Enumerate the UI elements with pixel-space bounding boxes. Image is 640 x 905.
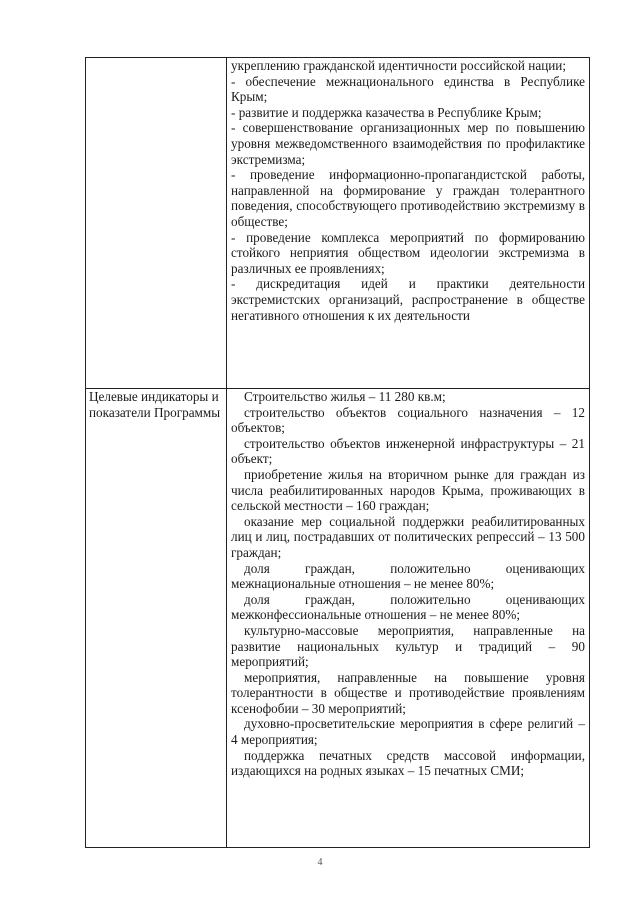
indicator-item: строительство объектов инженерной инфраструктуры – 21 объект;	[231, 435, 585, 467]
indicator-item: доля граждан, положительно оценивающих межконфессиональные отношения – не менее 80%;	[231, 591, 585, 623]
row1-item: - дискредитация идей и практики деятельности экстремистских организаций, распространение в обществе негативного отношения к их деятельности	[231, 276, 585, 323]
row2-heading: Целевые индикаторы и показатели Программы	[89, 389, 221, 420]
row1-right-cell	[231, 58, 585, 323]
row1-item: - проведение комплекса мероприятий по формированию стойкого неприятия обществом идеологии экстремизма в различных ее проявлениях;	[231, 229, 585, 276]
indicator-item: приобретение жилья на вторичном рынке для граждан из числа реабилитированных народов Крыма, проживающих в сельской местности – 160 граждан;	[231, 466, 585, 514]
indicator-item: доля граждан, положительно оценивающих межнациональные отношения – не менее 80%;	[231, 560, 585, 592]
indicator-item: культурно-массовые мероприятия, направленные на развитие национальных культур и традиций – 90 мероприятий;	[231, 622, 585, 670]
row1-item: - развитие и поддержка казачества в Республике Крым;	[231, 104, 542, 120]
row1-item: - проведение информационно-пропагандистской работы, направленной на формирование у граждан толерантного поведения, способствующего противодействию экстремизму в обществе;	[231, 167, 585, 229]
column-divider	[226, 57, 227, 848]
indicator-item: поддержка печатных средств массовой информации, издающихся на родных языках – 15 печатных СМИ;	[231, 747, 585, 779]
row1-item: - совершенствование организационных мер по повышению уровня межведомственного взаимодействия по профилактике экстремизма;	[231, 120, 585, 167]
row2-right-cell	[231, 389, 585, 779]
row1-item: - обеспечение межнационального единства в Республике Крым;	[231, 73, 585, 105]
indicator-item: мероприятия, направленные на повышение уровня толерантности в обществе и противодействие проявлениям ксенофобии – 30 мероприятий;	[231, 669, 585, 716]
indicator-item: строительство объектов социального назначения – 12 объектов;	[231, 404, 585, 436]
indicator-item: духовно-просветительские мероприятия в сфере религий – 4 мероприятия;	[231, 716, 585, 748]
row1-item: укреплению гражданской идентичности российской нации;	[231, 58, 567, 73]
indicator-item: оказание мер социальной поддержки реабилитированных лиц и лиц, пострадавших от политических репрессий – 13 500 граждан;	[231, 513, 585, 560]
indicator-item: Строительство жилья – 11 280 кв.м;	[244, 389, 446, 404]
page-number: 4	[317, 857, 323, 868]
